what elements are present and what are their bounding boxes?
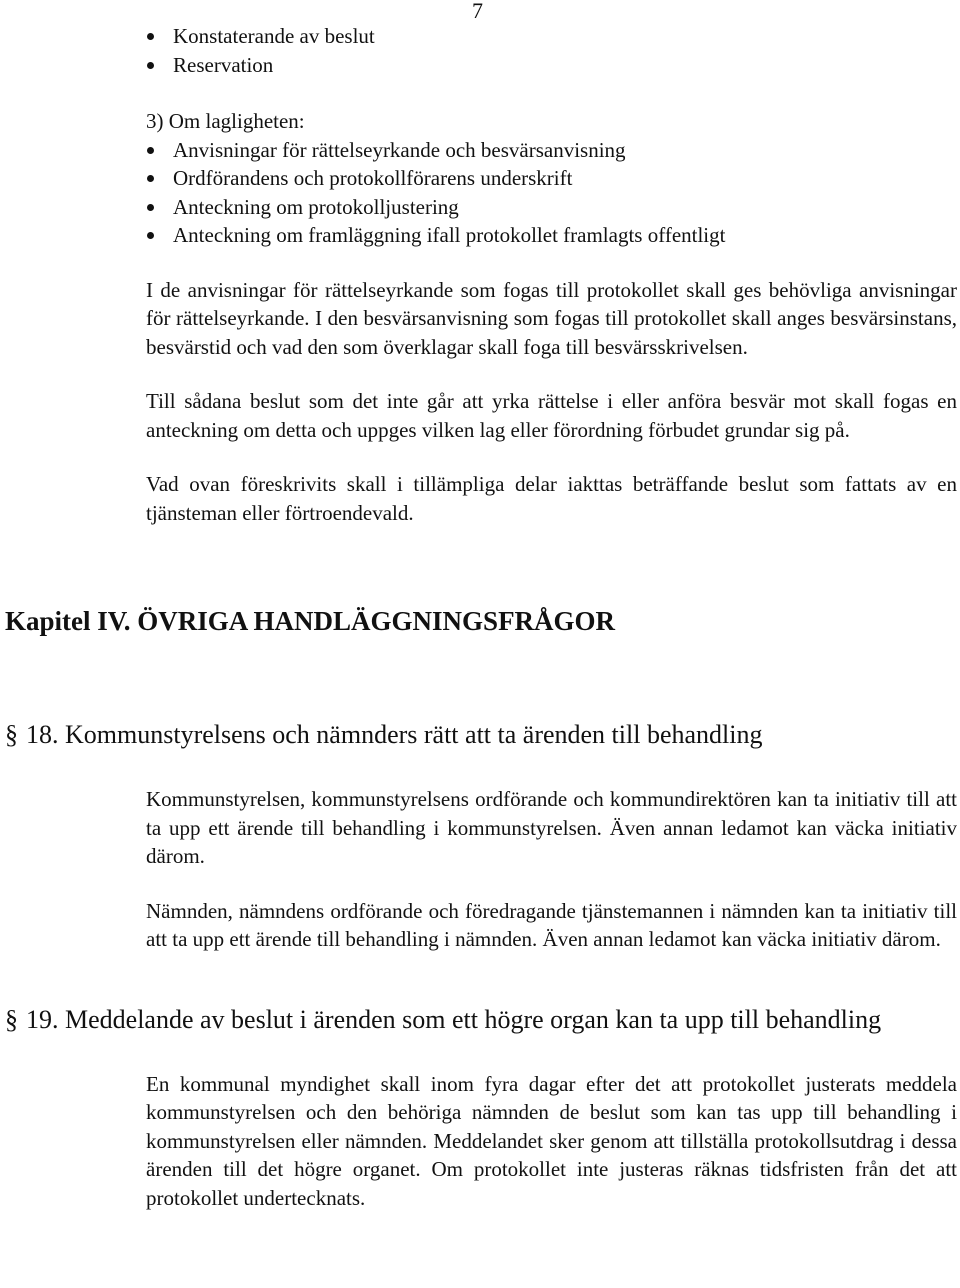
paragraph-instructions: I de anvisningar för rättelseyrkande som fogas till protokollet skall ges behövliga anvisningar för rättelseyrkande. I den besvärsanvisning som fogas till protokollet skall anges besvärsinstans, besvärstid och vad den som överklagar skall foga till besvärsskrivelsen. <box>146 277 957 359</box>
page-number: 7 <box>472 0 483 23</box>
section-title: 18. Kommunstyrelsens och nämnders rätt att ta ärenden till behandling <box>26 720 763 749</box>
chapter-title: Kapitel IV. ÖVRIGA HANDLÄGGNINGSFRÅGOR <box>5 606 616 636</box>
section-title: 19. Meddelande av beslut i ärenden som ett högre organ kan ta upp till behandling <box>26 1004 882 1034</box>
bullet-item: Anvisningar för rättelseyrkande och besvärsanvisning <box>146 136 960 165</box>
paragraph-officials: Vad ovan föreskrivits skall i tillämpliga delar iakttas beträffande beslut som fattats av en tjänsteman eller förtroendevald. <box>146 472 957 525</box>
bullet-item: Reservation <box>146 51 960 80</box>
top-bullet-list <box>0 22 960 79</box>
section-heading-19 <box>0 1004 960 1036</box>
legality-bullet-list <box>0 136 960 250</box>
bullet-item: Ordförandens och protokollförarens underskrift <box>146 164 960 193</box>
paragraph-section19-1: En kommunal myndighet skall inom fyra dagar efter det att protokollet justerats meddela kommunstyrelsen och den behöriga nämnden de beslut som kan tas upp till behandling i kommunstyrelsen eller nämnden. Meddelandet sker genom att tillställa protokollsutdrag i dessa ärenden till det högre organet. Om protokollet inte justeras räknas tidsfristen från det att protokollet undertecknats. <box>146 1071 957 1210</box>
bullet-item: Anteckning om framläggning ifall protokollet framlagts offentligt <box>146 221 960 250</box>
document-body <box>0 22 960 1212</box>
paragraph-section18-1: Kommunstyrelsen, kommunstyrelsens ordförande och kommundirektören kan ta initiativ till att ta upp ett ärende till behandling i kommunstyrelsen. Även annan ledamot kan väcka initiativ därom. <box>146 787 957 868</box>
section-symbol: § <box>5 720 18 749</box>
paragraph-no-appeal: Till sådana beslut som det inte går att yrka rättelse i eller anföra besvär mot skall fogas en anteckning om detta och uppges vilken lag eller förordning förbudet grundar sig på. <box>146 389 957 442</box>
bullet-item: Konstaterande av beslut <box>146 22 960 51</box>
legality-heading: 3) Om lagligheten: <box>146 109 305 133</box>
bullet-item: Anteckning om protokolljustering <box>146 193 960 222</box>
paragraph-section18-2: Nämnden, nämndens ordförande och föredragande tjänstemannen i nämnden kan ta initiativ till att ta upp ett ärende till behandling i nämnden. Även annan ledamot kan väcka initiativ därom. <box>146 898 957 951</box>
section-symbol: § <box>5 1004 18 1034</box>
section-heading-18 <box>0 719 960 751</box>
